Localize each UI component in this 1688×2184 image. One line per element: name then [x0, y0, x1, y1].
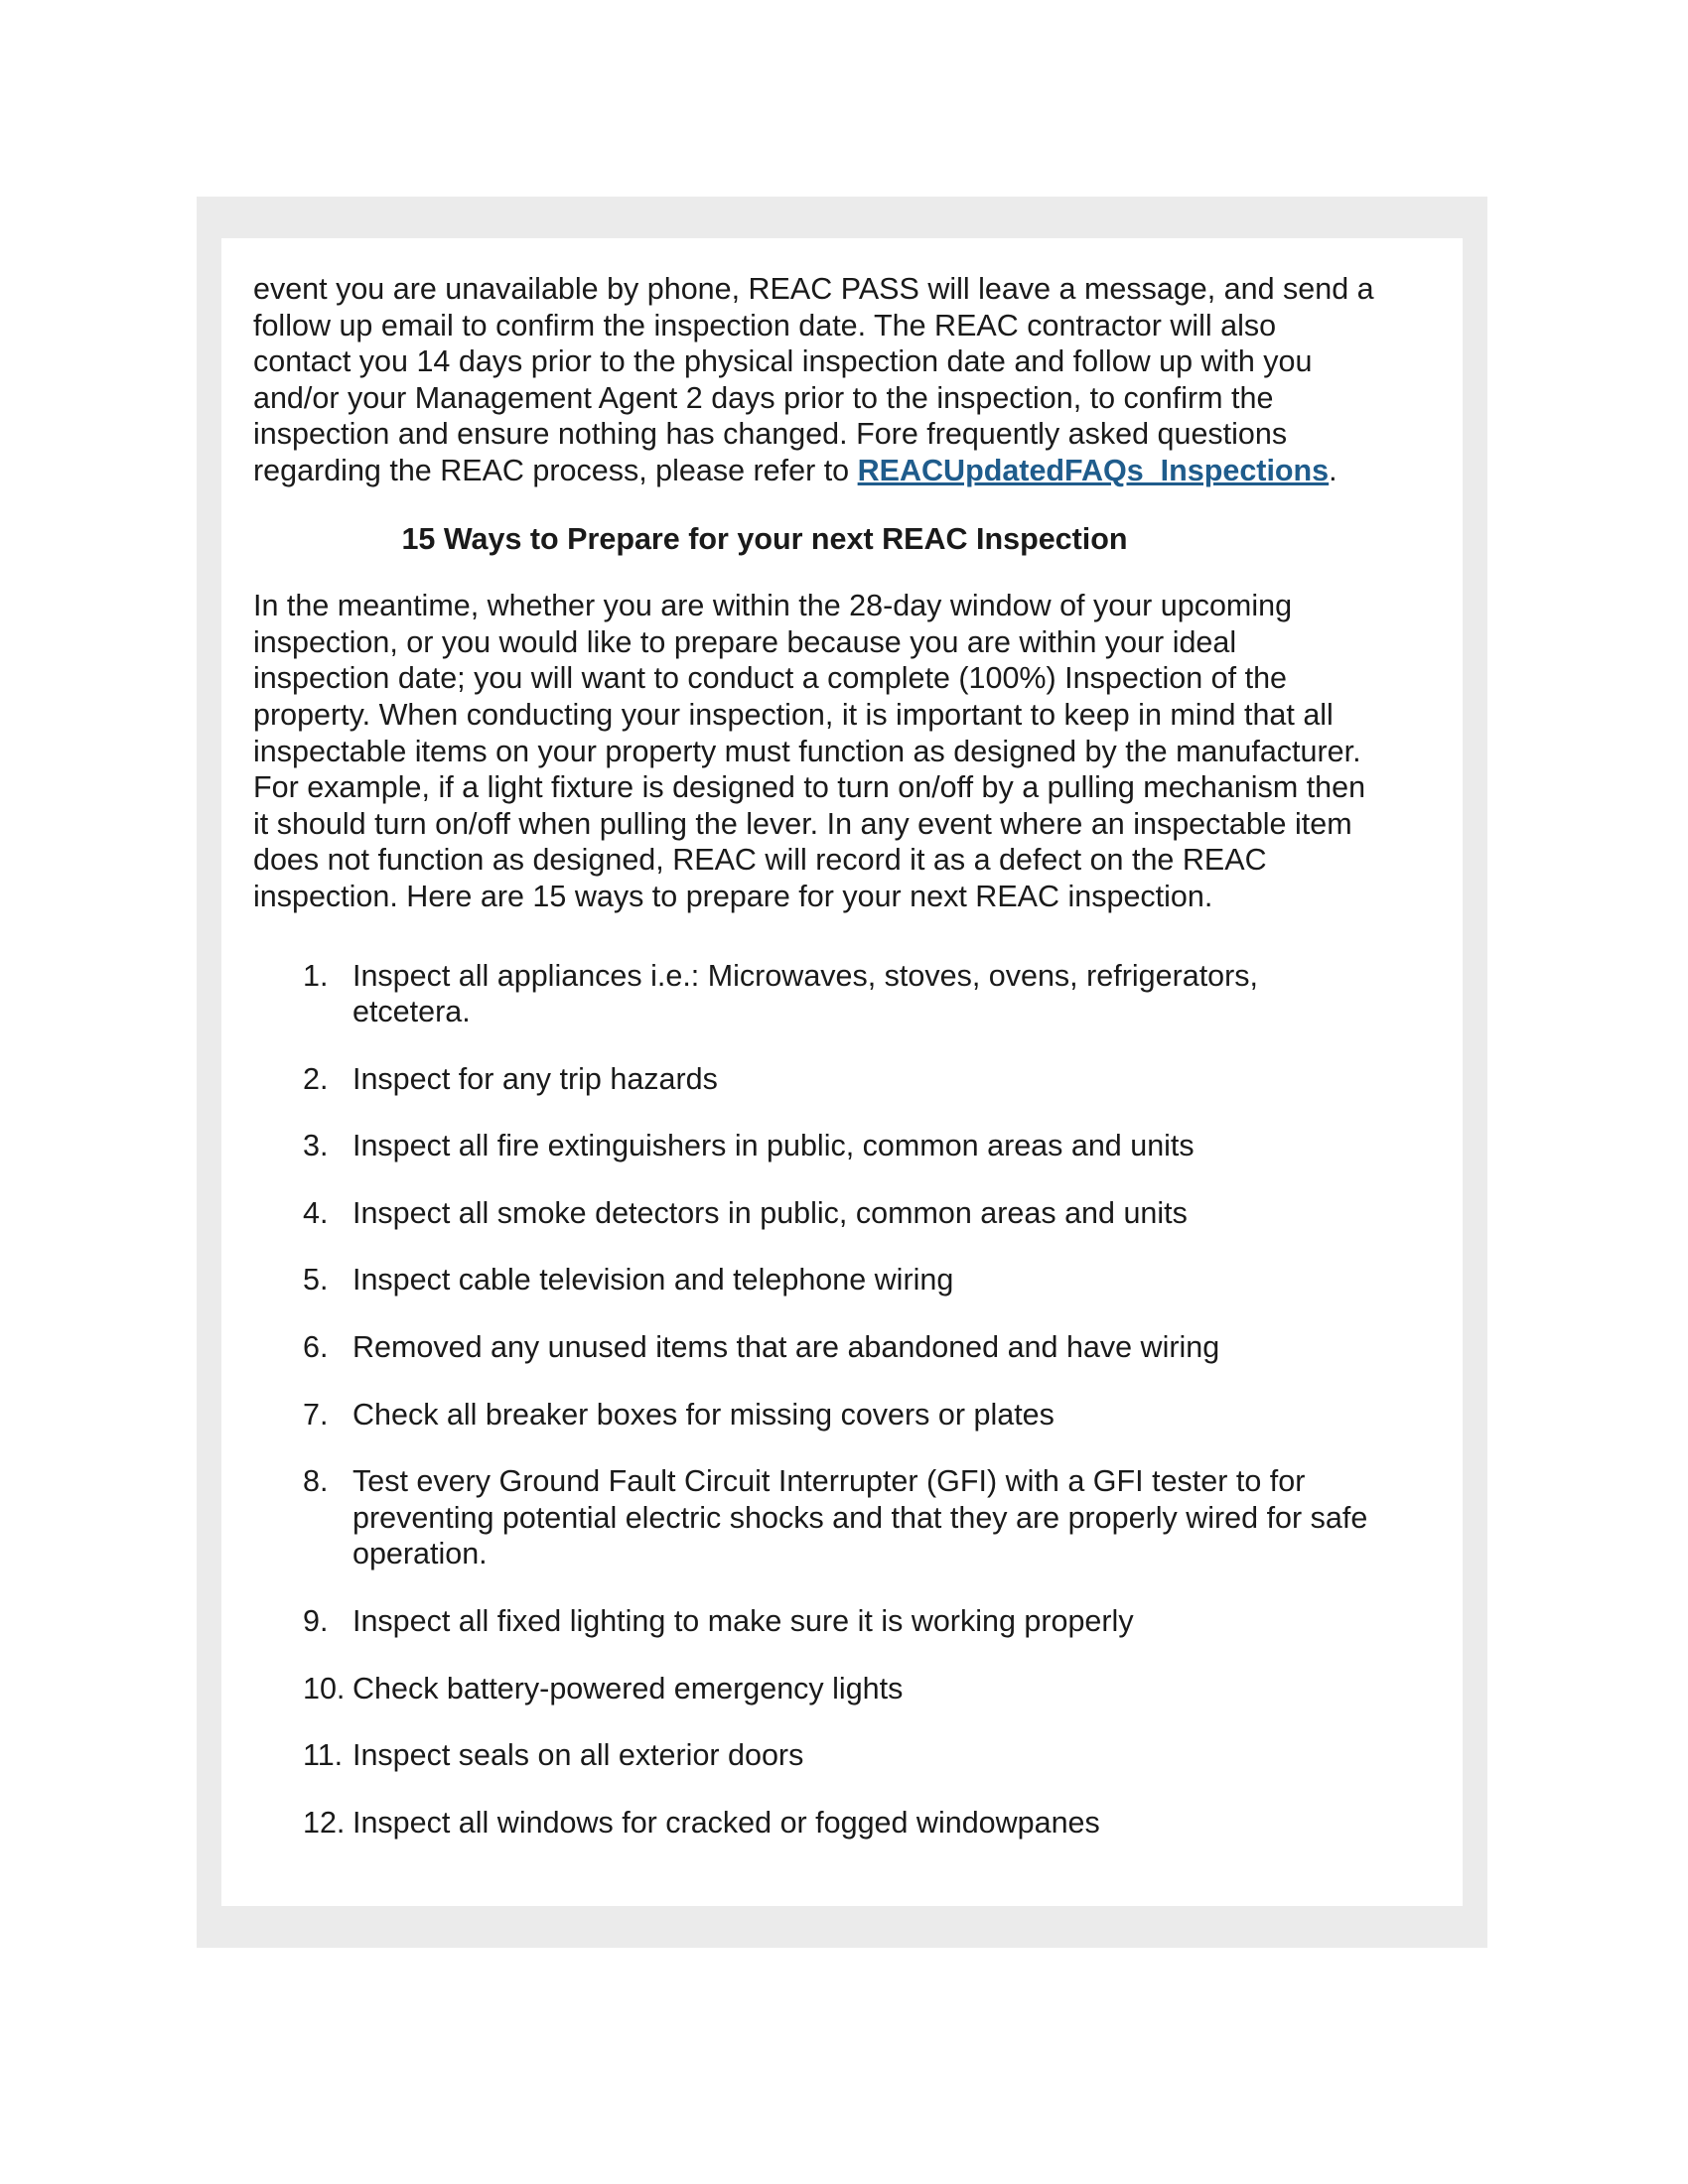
list-item-number: 3. [303, 1129, 329, 1163]
list-item-line: Inspect all fire extinguishers in public, common areas and units [352, 1129, 1195, 1163]
intro-line: follow up email to confirm the inspection date. The REAC contractor will also [253, 308, 1277, 342]
list-item-line: operation. [352, 1537, 488, 1571]
list-item-text [352, 1061, 1445, 1098]
intro-line: event you are unavailable by phone, REAC PASS will leave a message, and send a [253, 272, 1374, 306]
list-item [253, 1805, 1445, 1842]
list-item [253, 1603, 1445, 1640]
list-item-number: 6. [303, 1330, 329, 1365]
faq-link[interactable]: REACUpdatedFAQs_Inspections [857, 453, 1330, 487]
list-item-number: 7. [303, 1397, 329, 1432]
document-content [253, 271, 1445, 1871]
list-item-text [352, 1603, 1445, 1640]
body-line: it should turn on/off when pulling the lever. In any event where an inspectable item [253, 806, 1352, 841]
list-item-line: Inspect all smoke detectors in public, common areas and units [352, 1195, 1188, 1230]
list-item-text [352, 1671, 1445, 1707]
list-item-text [352, 1463, 1445, 1572]
list-item-line: etcetera. [352, 995, 471, 1029]
list-item-line: Check all breaker boxes for missing covers or plates [352, 1397, 1055, 1432]
intro-line: inspection and ensure nothing has changed. Fore frequently asked questions [253, 417, 1288, 452]
list-item-line: Inspect all fixed lighting to make sure it is working properly [352, 1604, 1134, 1639]
list-item-line: Test every Ground Fault Circuit Interrupter (GFI) with a GFI tester to for [352, 1464, 1306, 1499]
list-item-line: Removed any unused items that are abandoned and have wiring [352, 1330, 1220, 1365]
list-item-text [352, 958, 1445, 1030]
intro-last-line-prefix: regarding the REAC process, please refer to [253, 453, 858, 487]
list-item-text [352, 1397, 1445, 1433]
body-line: For example, if a light fixture is designed to turn on/off by a pulling mechanism then [253, 770, 1366, 805]
list-item-text [352, 1195, 1445, 1232]
list-item-line: Inspect cable television and telephone wiring [352, 1263, 954, 1297]
list-item [253, 1397, 1445, 1433]
list-item-number: 9. [303, 1604, 329, 1639]
list-item-number: 8. [303, 1464, 329, 1499]
list-item-line: Inspect all appliances i.e.: Microwaves, stoves, ovens, refrigerators, [352, 958, 1259, 993]
list-item [253, 1329, 1445, 1366]
intro-last-line-suffix: . [1329, 453, 1337, 487]
list-item [253, 1262, 1445, 1298]
list-item-line: preventing potential electric shocks and that they are properly wired for safe [352, 1500, 1368, 1535]
list-item-line: Inspect seals on all exterior doors [352, 1738, 804, 1773]
body-line: In the meantime, whether you are within the 28-day window of your upcoming [253, 589, 1293, 623]
list-item-number: 10. [303, 1671, 346, 1706]
list-item [253, 1061, 1445, 1098]
list-item-text [352, 1262, 1445, 1298]
list-item [253, 958, 1445, 1030]
list-item [253, 1128, 1445, 1164]
list-item-text [352, 1128, 1445, 1164]
intro-paragraph [253, 271, 1445, 489]
list-item-number: 1. [303, 958, 329, 993]
list-item-line: Check battery-powered emergency lights [352, 1671, 904, 1706]
body-line: inspection, or you would like to prepare because you are within your ideal [253, 624, 1237, 659]
preparation-list [253, 958, 1445, 1842]
list-item [253, 1463, 1445, 1572]
list-item-number: 12. [303, 1805, 346, 1840]
list-item-text [352, 1805, 1445, 1842]
intro-line: contact you 14 days prior to the physical inspection date and follow up with you [253, 344, 1313, 379]
intro-line: and/or your Management Agent 2 days prior to the inspection, to confirm the [253, 380, 1274, 415]
list-item-text [352, 1329, 1445, 1366]
list-item-number: 2. [303, 1061, 329, 1096]
list-item-number: 4. [303, 1195, 329, 1230]
body-line: does not function as designed, REAC will record it as a defect on the REAC [253, 843, 1267, 878]
body-line: inspection date; you will want to conduct a complete (100%) Inspection of the [253, 661, 1287, 696]
body-line: property. When conducting your inspection, it is important to keep in mind that all [253, 697, 1334, 732]
body-line: inspection. Here are 15 ways to prepare for your next REAC inspection. [253, 879, 1213, 913]
intro-last-line [253, 453, 1445, 489]
body-paragraph [253, 588, 1445, 914]
list-item [253, 1195, 1445, 1232]
body-line: inspectable items on your property must function as designed by the manufacturer. [253, 734, 1361, 768]
list-item-text [352, 1737, 1445, 1774]
list-item [253, 1737, 1445, 1774]
list-item-line: Inspect all windows for cracked or fogged windowpanes [352, 1805, 1100, 1840]
list-item [253, 1671, 1445, 1707]
list-item-line: Inspect for any trip hazards [352, 1061, 718, 1096]
section-heading: 15 Ways to Prepare for your next REAC Inspection [401, 521, 1128, 556]
list-item-number: 11. [303, 1738, 344, 1773]
list-item-number: 5. [303, 1263, 329, 1297]
